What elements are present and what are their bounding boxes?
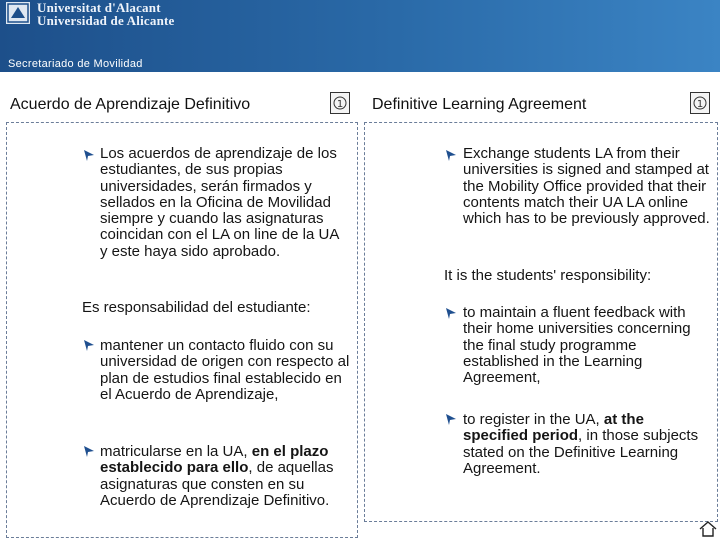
left-title: Acuerdo de Aprendizaje Definitivo	[10, 96, 251, 113]
header-banner	[0, 0, 720, 72]
bullet-icon	[446, 308, 457, 319]
right-bullet-2: to maintain a fluent feedback with their home universities concerning the final study programme established in the Learning Agreement,	[463, 304, 691, 387]
bullet-icon	[446, 150, 457, 161]
bullet-icon	[84, 446, 95, 457]
left-bullet-2: mantener un contacto fluido con su universidad de origen con respecto al plan de estudios final establecido en el Acuerdo de Aprendizaje,	[100, 337, 350, 403]
bullet-icon	[446, 414, 457, 425]
university-name-ca: Universitat d'Alacant	[37, 0, 161, 15]
bullet-icon	[84, 150, 95, 161]
left-responsibility: Es responsabilidad del estudiante:	[82, 299, 311, 316]
svg-text:1: 1	[696, 99, 704, 110]
right-bullet-1: Exchange students LA from their universities is signed and stamped at the Mobility Office provided that their contents match their UA LA online which has to be previously approved.	[463, 145, 710, 228]
svg-text:1: 1	[336, 99, 344, 110]
university-logo-icon	[6, 2, 30, 24]
university-name-es: Universidad de Alicante	[37, 13, 175, 28]
bullet-icon	[84, 340, 95, 351]
left-bullet-1: Los acuerdos de aprendizaje de los estudiantes, de sus propias universidades, serán firmados y sellados en la Oficina de Movilidad siempre y cuando las asignaturas coincidan con el LA on line de la UA y este haya sido aprobado.	[100, 145, 339, 260]
title-emblem-icon	[330, 92, 350, 114]
title-emblem-icon	[690, 92, 710, 114]
home-icon[interactable]	[698, 520, 718, 538]
right-title: Definitive Learning Agreement	[372, 96, 587, 113]
left-bullet-3: matricularse en la UA, en el plazo establecido para ello, de aquellas asignaturas que consten en su Acuerdo de Aprendizaje Definitivo.	[100, 443, 334, 509]
department-name: Secretariado de Movilidad	[8, 58, 143, 70]
right-responsibility: It is the students' responsibility:	[444, 267, 652, 284]
right-bullet-3: to register in the UA, at the specified period, in those subjects stated on the Definitive Learning Agreement.	[463, 411, 699, 477]
